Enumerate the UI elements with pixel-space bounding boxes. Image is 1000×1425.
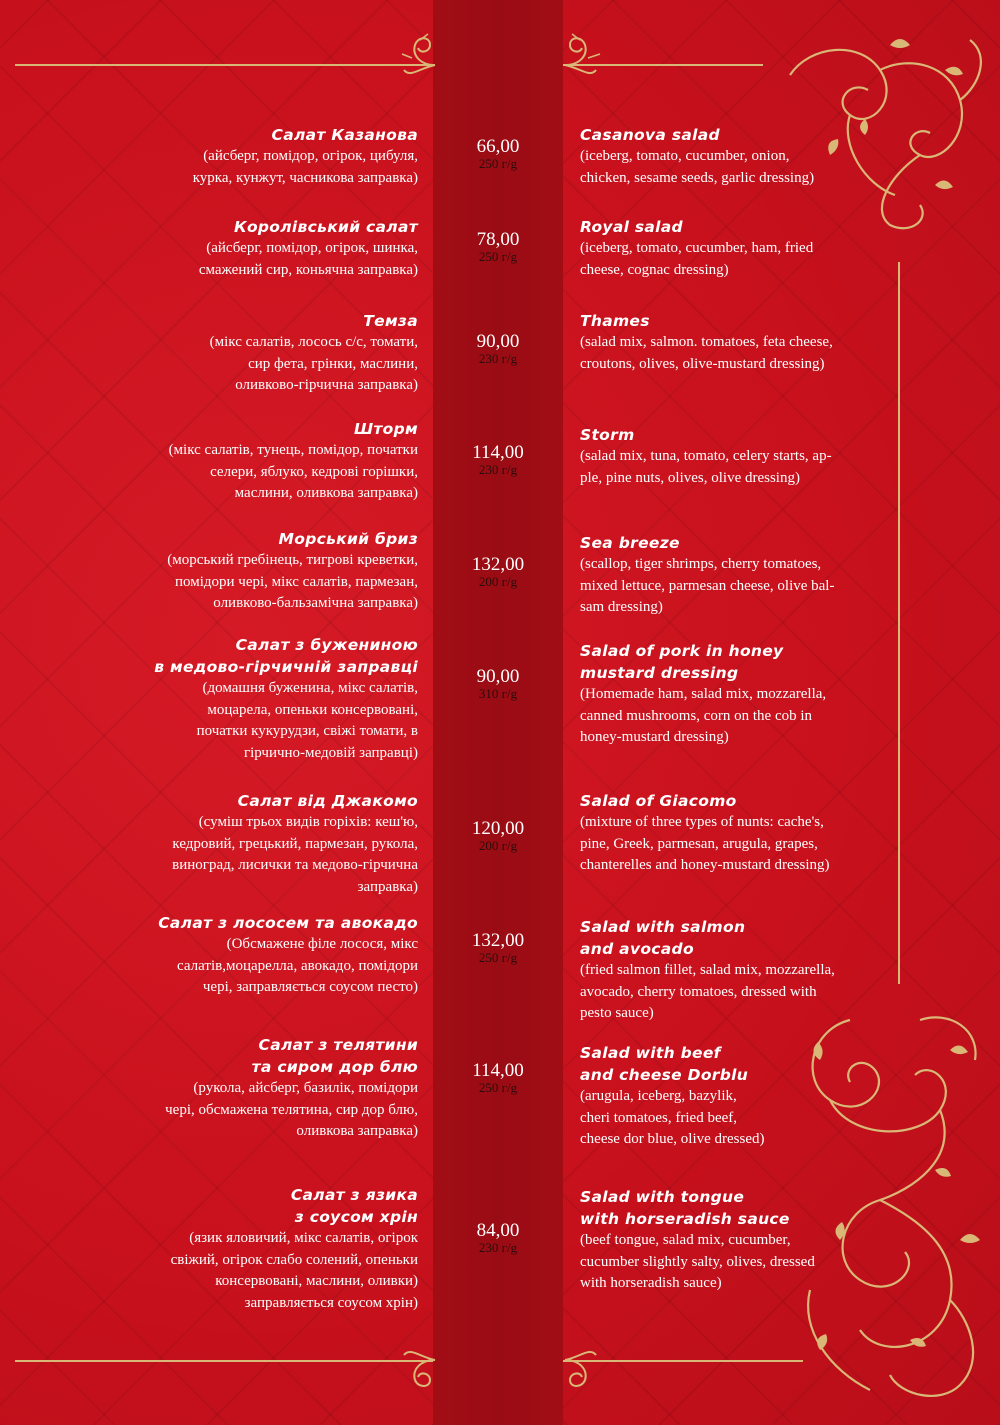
menu-item-uk [0,310,418,397]
item-weight: 250 г/g [478,1080,518,1095]
item-name-uk: Салат Казанова [271,126,418,144]
item-name-uk: Королівський салат [233,218,418,236]
item-price [433,1221,563,1254]
item-weight: 230 г/g [478,1240,518,1255]
menu-item-en [580,310,870,375]
item-weight: 200 г/g [478,574,518,589]
menu-item-en [580,124,870,189]
item-name-uk: Темза [363,312,418,330]
item-weight: 230 г/g [478,351,518,366]
ornament-top-left-icon [390,30,440,90]
item-name-en: Casanova salad [580,126,720,144]
item-price [433,667,563,700]
item-weight: 200 г/g [478,838,518,853]
item-desc-en: (salad mix, tuna, tomato, celery starts, ap- ple, pine nuts, olives, olive dressing) [580,448,832,486]
item-desc-en: (Homemade ham, salad mix, mozzarella, canned mushrooms, corn on the cob in honey-mustard dressing) [580,686,827,745]
item-price-value: 66,00 [476,136,520,157]
item-price-value: 114,00 [472,442,524,463]
menu-item-en [580,790,870,877]
item-price [433,1061,563,1094]
item-price [433,137,563,170]
item-desc-uk: (мікс салатів, тунець, помідор, початки селери, яблуко, кедрові горішки, маслини, оливкова заправка) [168,442,418,501]
item-desc-uk: (айсберг, помідор, огірок, шинка, смажений сир, коньячна заправка) [198,240,418,278]
menu-item-en [580,1042,870,1151]
menu-item-uk [0,1034,418,1143]
item-name-en: Royal salad [580,218,683,236]
item-name-uk: Шторм [353,420,418,438]
ornament-bottom-left-icon [390,1330,440,1390]
item-desc-en: (arugula, iceberg, bazylik, cheri tomatoes, fried beef, cheese dor blue, olive dressed) [580,1088,765,1147]
item-name-en: Salad with tongue with horseradish sauce [580,1188,790,1228]
item-desc-en: (beef tongue, salad mix, cucumber, cucumber slightly salty, olives, dressed with horseradish sauce) [580,1232,815,1291]
menu-item-en [580,640,870,749]
item-desc-en: (mixture of three types of nunts: cache's, pine, Greek, parmesan, arugula, grapes, chanterelles and honey-mustard dressing) [580,814,830,873]
menu-item-uk [0,418,418,505]
item-weight: 230 г/g [478,462,518,477]
item-name-uk: Салат з лососем та авокадо [158,914,418,932]
item-name-en: Salad of Giacomo [580,792,737,810]
item-weight: 250 г/g [478,950,518,965]
item-name-en: Thames [580,312,650,330]
menu-item-uk [0,634,418,764]
item-price [433,230,563,263]
menu-item-uk [0,790,418,898]
ornament-top-right-icon [560,30,620,90]
item-desc-uk: (мікс салатів, лосось с/с, томати, сир фета, грінки, маслини, оливково-гірчична заправка) [209,334,418,393]
item-price-value: 78,00 [476,229,520,250]
menu-item-en [580,1186,870,1295]
item-desc-uk: (морський гребінець, тигрові креветки, помідори чері, мікс салатів, пармезан, оливково-бальзамічна заправка) [167,552,418,611]
item-name-en: Salad with beef and cheese Dorblu [580,1044,749,1084]
menu-item-uk [0,912,418,999]
menu-item-uk [0,216,418,281]
item-name-en: Salad of pork in honey mustard dressing [580,642,784,682]
item-desc-en: (iceberg, tomato, cucumber, onion, chicken, sesame seeds, garlic dressing) [580,148,815,186]
item-desc-en: (scallop, tiger shrimps, cherry tomatoes, mixed lettuce, parmesan cheese, olive bal- sam dressing) [580,556,835,615]
item-price-value: 90,00 [476,331,520,352]
item-price [433,332,563,365]
item-price-value: 114,00 [472,1060,524,1081]
menu-item-uk [0,1184,418,1314]
item-price-value: 132,00 [471,930,525,951]
item-desc-en: (iceberg, tomato, cucumber, ham, fried cheese, cognac dressing) [580,240,814,278]
item-name-en: Sea breeze [580,534,680,552]
item-desc-uk: (рукола, айсберг, базилік, помідори чері, обсмажена телятина, сир дор блю, оливкова заправка) [165,1080,418,1139]
item-price-value: 132,00 [471,554,525,575]
bottom-rule-left [15,1360,433,1362]
item-name-uk: Салат з язика з соусом хрін [290,1186,418,1226]
item-price-value: 84,00 [476,1220,520,1241]
item-name-uk: Морський бриз [278,530,418,548]
item-name-en: Salad with salmon and avocado [580,918,746,958]
item-desc-uk: (язик яловичий, мікс салатів, огірок свіжий, огірок слабо солений, опеньки консервовані, маслини, оливки) заправляється соусом хрін) [170,1230,418,1311]
item-price [433,931,563,964]
item-price-value: 120,00 [471,818,525,839]
menu-item-en [580,916,870,1025]
item-desc-uk: (суміш трьох видів горіхів: кеш'ю, кедровий, грецький, пармезан, рукола, виноград, лисички та медово-гірчична заправка) [172,814,418,895]
top-rule-left [15,64,433,66]
menu-item-en [580,424,870,489]
item-weight: 250 г/g [478,156,518,171]
item-desc-en: (salad mix, salmon. tomatoes, feta cheese, croutons, olives, olive-mustard dressing) [580,334,833,372]
item-desc-uk: (Обсмажене філе лосося, мікс салатів,моцарелла, авокадо, помідори чері, заправляється соусом песто) [177,936,418,995]
right-vertical-rule [898,262,900,984]
item-price [433,555,563,588]
item-desc-uk: (айсберг, помідор, огірок, цибуля, курка, кунжут, часникова заправка) [192,148,418,186]
ornament-bottom-right-icon [560,1330,620,1390]
item-name-en: Storm [580,426,635,444]
item-name-uk: Салат від Джакомо [237,792,418,810]
item-name-uk: Салат з телятини та сиром дор блю [251,1036,418,1076]
item-price-value: 90,00 [476,666,520,687]
item-desc-uk: (домашня буженина, мікс салатів, моцарела, опеньки консервовані, початки кукурудзи, свіжі томати, в гірчично-медовій заправці) [196,680,418,761]
center-price-band [433,0,563,1425]
menu-item-en [580,216,870,281]
item-name-uk: Салат з бужениною в медово-гірчичній заправці [154,636,418,676]
menu-item-uk [0,528,418,615]
item-weight: 310 г/g [478,686,518,701]
menu-item-uk [0,124,418,189]
menu-item-en [580,532,870,619]
item-price [433,443,563,476]
item-weight: 250 г/g [478,249,518,264]
item-price [433,819,563,852]
item-desc-en: (fried salmon fillet, salad mix, mozzarella, avocado, cherry tomatoes, dressed with pesto sauce) [580,962,835,1021]
